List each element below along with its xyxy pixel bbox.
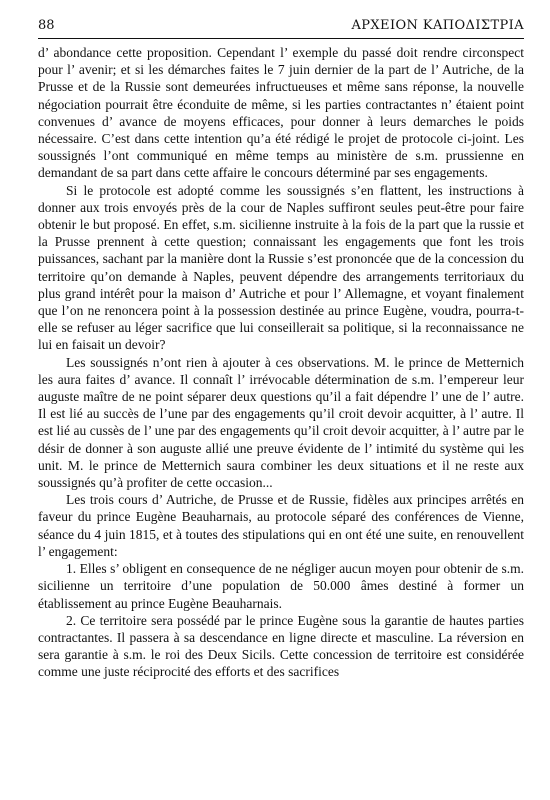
paragraph-3: Les soussignés n’ont rien à ajouter à ces observations. M. le prince de Metternich les aura faites d’ avance. Il connaît l’ irrévocable détermination de s.m. l’empereur leur auguste maître de ne point séparer deux questions qu’il a fait dépendre l’ une de l’ autre. Il est lié au succès de l’une par des engagements qu’il croit devoir acquitter, à l’ autre. Il est lié au cussès de l’ une par des engagements qu’il croit devoir acquitter, à l’ autre par le désir de donner à son auguste allié une preuve évidente de l’ intimité du système qui les unit. M. le prince de Metternich saura combiner les deux situations et il ne reste aux soussignés qu’à profiter de cette occasion...: [38, 354, 524, 491]
paragraph-1: d’ abondance cette proposition. Cependant l’ exemple du passé doit rendre circonspect pour l’ avenir; et si les démarches faites le 7 juin dernier de la part de l’ Autriche, de la Prusse et de la Russie sont demeurées infructueuses et même sans réponse, la nouvelle négociation pourrait être éconduite de même, si les parties contractantes n’ étaient point convenues d’ avance de moyens efficaces, pour donner à leurs demarches le poids nécessaire. C’est dans cette intention qu’a été rédigé le projet de protocole ci-joint. Les soussignés l’ont communiqué en même temps au ministère de s.m. prussienne en demandant de sa part dans cette affaire le concours déterminé par ses engagements.: [38, 45, 524, 181]
paragraph-2: Si le protocole est adopté comme les soussignés s’en flattent, les instructions à donner aux trois envoyés près de la cour de Naples suffiront seules peut-être pour faire obtenir le but proposé. En effet, s.m. sicilienne instruite à la fois de la part que la russie et la Prusse prennent à cette question; connaissant les engagements que font les trois puissances, sachant par la manière dont la Russie s’est prononcée que de la concession du territoire qu’on demande à Naples, peuvent dépendre des arrangements territoriaux du plus grand intérêt pour la maison d’ Autriche et pour l’ Allemagne, et voyant finalement que l’on ne renoncera point à la possession destinée au prince Eugène, voudra, pourra-t-elle se refuser au léger sacrifice que lui conseillerait sa politique, si la reconnaissance ne lui en faisait un devoir?: [38, 182, 524, 353]
paragraph-4: Les trois cours d’ Autriche, de Prusse et de Russie, fidèles aux principes arrêtés en faveur du prince Eugène Beauharnais, au protocole séparé des conférences de Vienne, séance du 4 juin 1815, et à toutes des stipulations qui en ont été une suite, en renouvellent l’ engagement:: [38, 492, 524, 559]
article-2: 2. Ce territoire sera possédé par le prince Eugène sous la garantie de hautes parties contractantes. Il passera à sa descendance en ligne directe et masculine. La réversion en sera garantie à s.m. le roi des Deux Sicils. Cette concession de territoire est considérée comme une juste réciprocité des efforts et des sacrifices: [38, 612, 524, 680]
running-header: [38, 18, 524, 39]
article-1: 1. Elles s’ obligent en consequence de ne négliger aucun moyen pour obtenir de s.m. sicilienne un territoire d’une population de 50.000 âmes destiné à former un établissement au prince Eugène Beauharnais.: [38, 561, 524, 611]
body-text: [38, 44, 524, 681]
running-title: ΑΡΧΕΙΟΝ ΚΑΠΟΔΙΣΤΡΙΑ: [351, 18, 524, 33]
page-number: 88: [38, 18, 55, 33]
